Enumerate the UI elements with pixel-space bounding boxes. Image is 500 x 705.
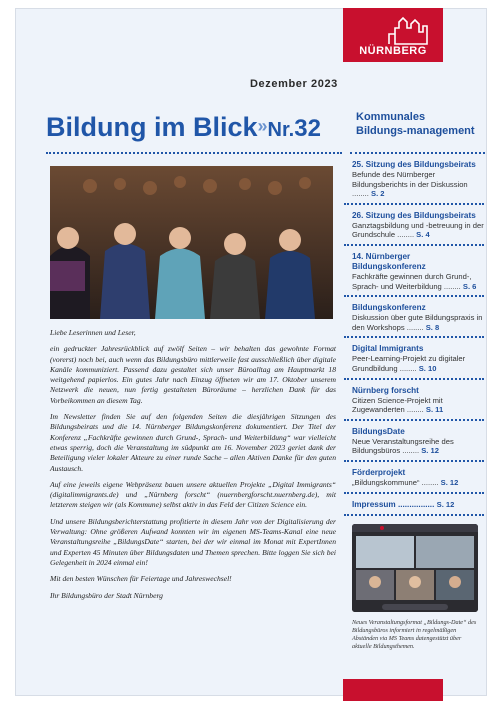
newsletter-title xyxy=(46,112,321,143)
toc-title: 14. Nürnberger Bildungskonferenz xyxy=(352,251,426,271)
issue-label: Nr. xyxy=(267,119,295,141)
toc-page: S. 2 xyxy=(371,189,385,199)
toc-title: Impressum ................ S. 12 xyxy=(352,499,455,509)
section-label: Kommunales Bildungs-management xyxy=(356,111,475,137)
title-text: Bildung im Blick xyxy=(46,112,258,142)
teams-screenshot xyxy=(352,524,478,612)
toc-item[interactable] xyxy=(344,498,484,516)
signature: Ihr Bildungsbüro der Stadt Nürnberg xyxy=(50,590,163,600)
toc-page: S. 10 xyxy=(418,363,437,373)
toc-desc: Ganztagsbildung und -betreuung in der Grundschule ........ S. 4 xyxy=(352,220,484,240)
toc-page: S. 8 xyxy=(425,322,440,332)
issue-date: Dezember 2023 xyxy=(250,78,338,90)
toc-desc: „Bildungskommune“ ........ S. 12 xyxy=(352,477,459,487)
toc-item[interactable] xyxy=(344,342,484,379)
toc-item[interactable] xyxy=(344,250,484,297)
title-arrows: » xyxy=(257,116,268,136)
closing: Mit den besten Wünschen für Feiertage und Jahreswechsel! xyxy=(50,574,232,584)
editorial-letter xyxy=(50,328,336,607)
toc-item[interactable] xyxy=(344,425,484,462)
conference-photo xyxy=(50,166,333,319)
header-divider xyxy=(46,152,342,154)
toc-title: 26. Sitzung des Bildungsbeirats xyxy=(352,210,476,220)
toc-item[interactable] xyxy=(344,209,484,246)
salutation: Liebe Leserinnen und Leser, xyxy=(50,328,136,337)
city-logo xyxy=(343,8,443,62)
toc-title: Nürnberg forscht xyxy=(352,385,419,395)
toc-title: Förderprojekt xyxy=(352,467,406,477)
toc-page: S. 6 xyxy=(462,281,477,291)
toc-desc: Neue Veranstaltungsreihe des Bildungsbüros ........ S. 12 xyxy=(352,436,454,456)
toc-page: S. 4 xyxy=(416,230,430,240)
toc-title: BildungsDate xyxy=(352,426,405,436)
toc-page: S. 12 xyxy=(440,477,459,487)
footer-red-bar xyxy=(343,679,443,701)
letter-paragraph: Auf eine jeweils eigene Webpräsenz bauen unsere aktuellen Projekte „Digital Immigrants“ (digitalimmigrants.de) und „Nürnberg forscht“ (nuernbergforscht.nuernberg.de), mit letzterem steigen wir (als Kommune) selbst aktiv in das Feld der Citizen Science ein. xyxy=(50,479,336,510)
toc-item[interactable] xyxy=(344,301,484,338)
city-name: NÜRNBERG xyxy=(359,45,427,57)
castle-skyline-icon xyxy=(343,8,443,48)
toc-desc: Fachkräfte gewinnen durch Grund-, Sprach- und Weiterbildung ........ S. 6 xyxy=(352,271,477,291)
letter-paragraph: ein gedruckter Jahresrückblick auf zwölf Seiten – wir behalten das gewohnte Format (vorerst) noch bei, auch wenn das Bildungsbüro mittlerweile fast ausschließlich über digitale Kanäle kommuniziert. Passend dazu gestaltet sich unser Büroalltag am Hauptmarkt 18 weitgehend papierlos. Ein gutes Jahr nach Einzug öffneten wir am 17. Oktober unserem Netzwerk die neuen, nun fertig gestalteten Büroräume – herzlichen Dank für das Vorbeikommen an diesem Tag. xyxy=(50,344,336,405)
toc-desc: Peer-Learning-Projekt zu digitaler Grundbildung ........ S. 10 xyxy=(352,354,466,373)
toc-desc: Diskussion über gute Bildungspraxis in den Workshops ........ S. 8 xyxy=(352,313,483,332)
toc-page: S. 12 xyxy=(436,499,455,509)
sidebar-divider xyxy=(350,152,485,154)
toc-desc: Befunde des Nürnberger Bildungsberichts in der Diskussion ........ S. 2 xyxy=(352,170,468,199)
toc-page: S. 11 xyxy=(425,405,444,415)
toc-title: Bildungskonferenz xyxy=(352,303,426,313)
toc-page: S. 12 xyxy=(421,446,439,456)
issue-number: 32 xyxy=(294,115,321,142)
toc-desc: Citizen Science-Projekt mit Zugewanderten ........ S. 11 xyxy=(352,395,444,415)
toc-item[interactable] xyxy=(344,384,484,421)
toc-item[interactable] xyxy=(344,158,484,205)
letter-paragraph: Und unsere Bildungsberichterstattung profitierte in diesem Jahr von der Digitalisierung der Verwaltung: Ohne größeren Aufwand konnten wir im eigenen MS-Teams-Kanal eine neue Veranstaltungsreihe „BildungsDate“ starten, bei der wir einmal im Monat mit ExpertInnen und Experten 45 Minuten über Bildungsdaten und Themen sprechen. Bitte loggen Sie sich bei Gelegenheit in 2024 einmal ein! xyxy=(50,516,336,567)
letter-paragraph: Im Newsletter finden Sie auf den folgenden Seiten die diesjährigen Sitzungen des Bildungsbeirats und die 14. Nürnberger Bildungskonferenz dokumentiert. Der Titel der Konferenz „Fachkräfte gewinnen durch Grund-, Sprach- und Weiterbildung“ war vielleicht etwas sperrig, doch die Veranstaltung im südpunkt am 16. November 2023 geriet dank der Beteiligung vieler lokaler Akteure zu einer runde Sache – allen Aktiven Danke für den guten Austausch. xyxy=(50,412,336,473)
table-of-contents xyxy=(344,158,484,520)
toc-title: 25. Sitzung des Bildungsbeirats xyxy=(352,160,476,169)
toc-item[interactable] xyxy=(344,466,484,494)
toc-title: Digital Immigrants xyxy=(352,344,424,354)
image-caption: Neues Veranstaltungsformat „Bildungs-Date“ des Bildungsbüros informiert in regelmäßigen Abständen via MS Teams datengestützt über aktuelle Bildungsthemen. xyxy=(352,619,477,650)
